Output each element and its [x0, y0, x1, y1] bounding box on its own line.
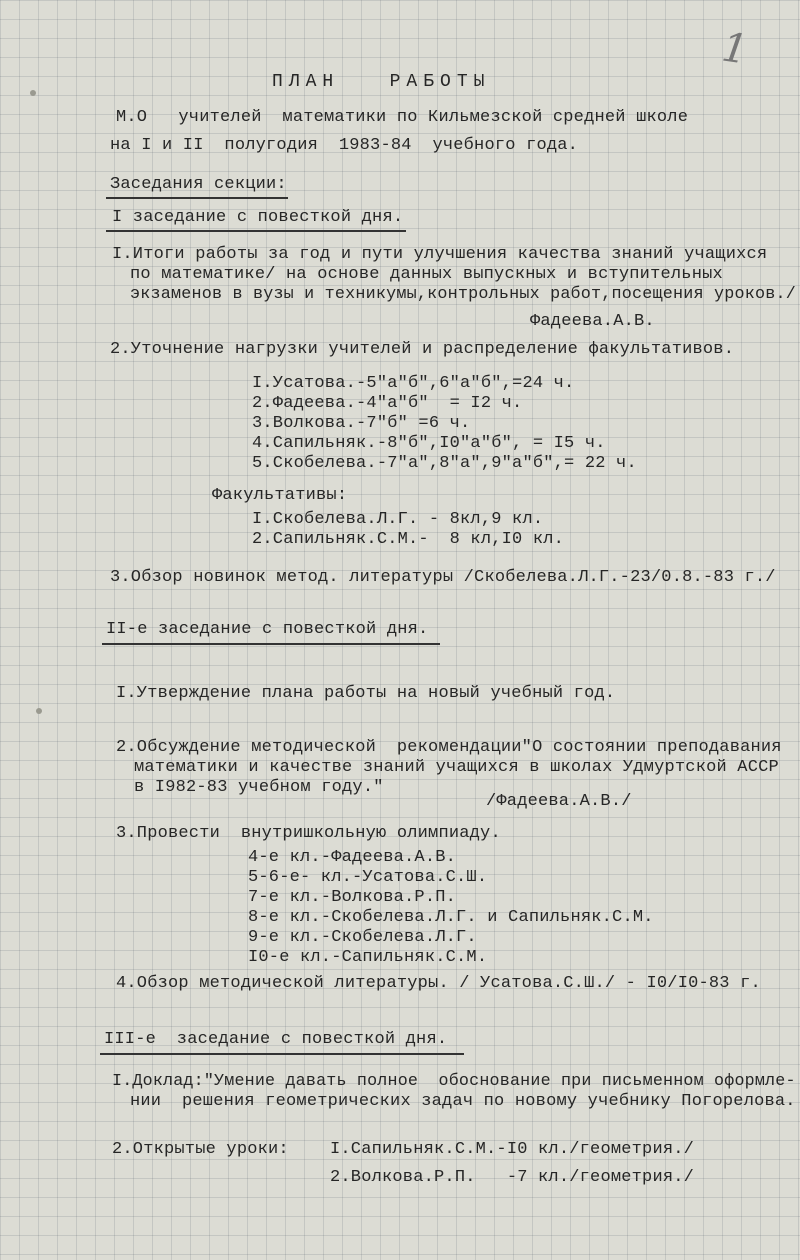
- elective-entry: I.Скобелева.Л.Г. - 8кл,9 кл.: [252, 510, 544, 529]
- load-entry: 3.Волкова.-7"б" =6 ч.: [252, 414, 471, 433]
- meeting-2-heading: II-е заседание с повесткой дня.: [106, 620, 429, 639]
- punch-mark: [30, 90, 36, 96]
- meeting-2-item-2-author: /Фадеева.А.В./: [486, 792, 632, 811]
- meeting-1-item-2: 2.Уточнение нагрузки учителей и распределение факультативов.: [110, 340, 735, 359]
- olympiad-entry: 9-е кл.-Скобелева.Л.Г.: [248, 928, 477, 947]
- meeting-3-item-1-line: нии решения геометрических задач по новому учебнику Погорелова.: [130, 1092, 796, 1111]
- meeting-2-item-4: 4.Обзор методической литературы. / Усатова.С.Ш./ - I0/I0-83 г.: [116, 974, 761, 993]
- meeting-2-item-2-line: 2.Обсуждение методической рекомендации"О состоянии преподавания: [116, 738, 782, 757]
- document-title: ПЛАН РАБОТЫ: [272, 72, 491, 92]
- meeting-3-item-1-line: I.Доклад:"Умение давать полное обоснование при письменном оформле-: [112, 1072, 796, 1091]
- meeting-2-item-1: I.Утверждение плана работы на новый учебный год.: [116, 684, 616, 703]
- underline: [102, 643, 440, 645]
- open-lesson-entry: I.Сапильняк.С.М.-I0 кл./геометрия./: [330, 1140, 695, 1159]
- open-lesson-entry: 2.Волкова.Р.П. -7 кл./геометрия./: [330, 1168, 695, 1187]
- meeting-3-heading: III-е заседание с повесткой дня.: [104, 1030, 448, 1049]
- olympiad-entry: I0-е кл.-Сапильняк.С.М.: [248, 948, 488, 967]
- load-entry: 4.Сапильняк.-8"б",I0"а"б", = I5 ч.: [252, 434, 606, 453]
- underline: [106, 230, 406, 232]
- meeting-1-item-1-line: экзаменов в вузы и техникумы,контрольных работ,посещения уроков./: [130, 285, 796, 304]
- header-line-1: М.О учителей математики по Кильмезской средней школе: [116, 108, 689, 127]
- electives-label: Факультативы:: [212, 486, 348, 505]
- meeting-1-item-1-author: Фадеева.А.В.: [530, 312, 655, 331]
- page-number: 1: [718, 24, 751, 74]
- punch-mark: [36, 708, 42, 714]
- header-line-2: на I и II полугодия 1983-84 учебного года.: [110, 136, 579, 155]
- olympiad-entry: 7-е кл.-Волкова.Р.П.: [248, 888, 457, 907]
- meeting-2-item-3: 3.Провести внутришкольную олимпиаду.: [116, 824, 501, 843]
- meeting-3-item-2-label: 2.Открытые уроки:: [112, 1140, 289, 1159]
- load-entry: 2.Фадеева.-4"а"б" = I2 ч.: [252, 394, 523, 413]
- meeting-2-item-2-line: в I982-83 учебном году.": [134, 778, 384, 797]
- meeting-1-item-1-line: I.Итоги работы за год и пути улучшения качества знаний учащихся: [112, 245, 768, 264]
- underline: [100, 1053, 464, 1055]
- underline: [106, 197, 288, 199]
- olympiad-entry: 5-6-е- кл.-Усатова.С.Ш.: [248, 868, 488, 887]
- load-entry: I.Усатова.-5"а"б",6"а"б",=24 ч.: [252, 374, 575, 393]
- load-entry: 5.Скобелева.-7"а",8"а",9"а"б",= 22 ч.: [252, 454, 637, 473]
- olympiad-entry: 8-е кл.-Скобелева.Л.Г. и Сапильняк.С.М.: [248, 908, 654, 927]
- meeting-1-heading: I заседание с повесткой дня.: [112, 208, 404, 227]
- meeting-1-item-1-line: по математике/ на основе данных выпускных и вступительных: [130, 265, 723, 284]
- meeting-1-item-3: 3.Обзор новинок метод. литературы /Скобелева.Л.Г.-23/0.8.-83 г./: [110, 568, 776, 587]
- sections-heading: Заседания секции:: [110, 175, 287, 194]
- olympiad-entry: 4-е кл.-Фадеева.А.В.: [248, 848, 457, 867]
- elective-entry: 2.Сапильняк.С.М.- 8 кл,I0 кл.: [252, 530, 565, 549]
- meeting-2-item-2-line: математики и качестве знаний учащихся в школах Удмуртской АССР: [134, 758, 779, 777]
